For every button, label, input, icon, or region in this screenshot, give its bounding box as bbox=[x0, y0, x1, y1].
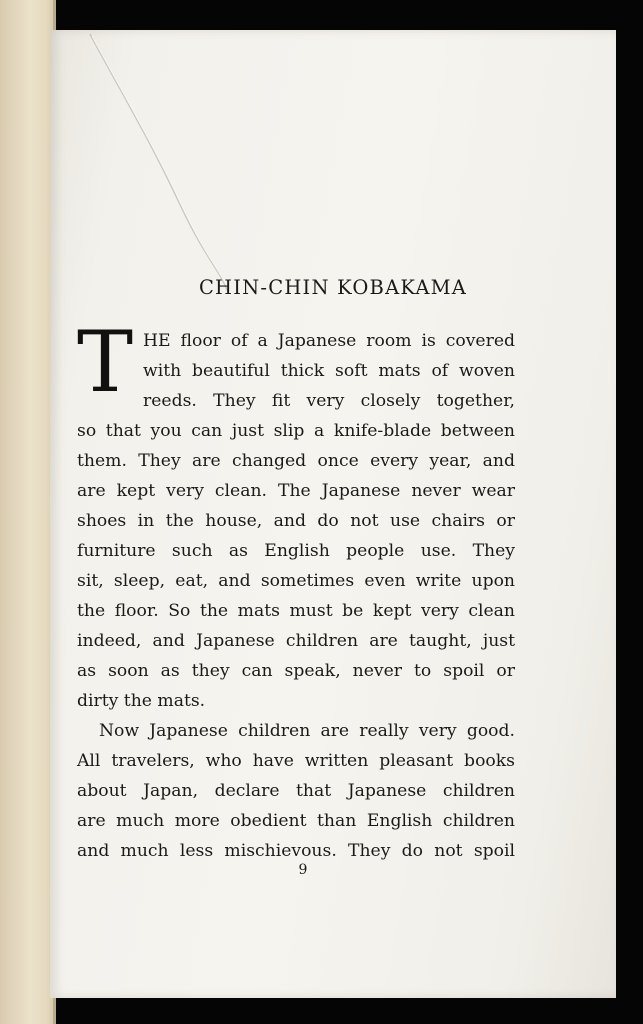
text-line: as soon as they can speak, never to spoil or bbox=[77, 661, 515, 681]
text-line: indeed, and Japanese children are taught, just bbox=[77, 631, 515, 651]
text-line: HE floor of a Japanese room is covered bbox=[143, 331, 515, 351]
text-line: Now Japanese children are really very good. bbox=[99, 721, 515, 741]
page-number: 9 bbox=[298, 862, 308, 878]
book-page bbox=[50, 30, 616, 998]
text-line: them. They are changed once every year, and bbox=[77, 451, 515, 471]
facing-page-edge bbox=[0, 0, 56, 1024]
text-line: reeds. They fit very closely together, bbox=[143, 391, 515, 411]
text-line: so that you can just slip a knife-blade between bbox=[77, 421, 515, 441]
paragraph-2 bbox=[77, 716, 515, 866]
text-line: with beautiful thick soft mats of woven bbox=[143, 361, 515, 381]
text-line: All travelers, who have written pleasant books bbox=[77, 751, 515, 771]
text-line: shoes in the house, and do not use chairs or bbox=[77, 511, 515, 531]
text-line: dirty the mats. bbox=[77, 691, 206, 711]
text-line: the floor. So the mats must be kept very clean bbox=[77, 601, 515, 621]
text-line: furniture such as English people use. They bbox=[77, 541, 515, 561]
text-line: sit, sleep, eat, and sometimes even write upon bbox=[77, 571, 515, 591]
text-line: about Japan, declare that Japanese children bbox=[77, 781, 515, 801]
text-line: are kept very clean. The Japanese never wear bbox=[77, 481, 515, 501]
paragraph-1 bbox=[77, 313, 515, 716]
running-head: CHIN-CHIN KOBAKAMA bbox=[198, 276, 468, 299]
page-number-container bbox=[50, 862, 616, 878]
text-line: are much more obedient than English children bbox=[77, 811, 515, 831]
text-line: and much less mischievous. They do not spoil bbox=[77, 841, 515, 861]
drop-cap: T bbox=[77, 313, 134, 411]
body-text bbox=[77, 313, 515, 866]
